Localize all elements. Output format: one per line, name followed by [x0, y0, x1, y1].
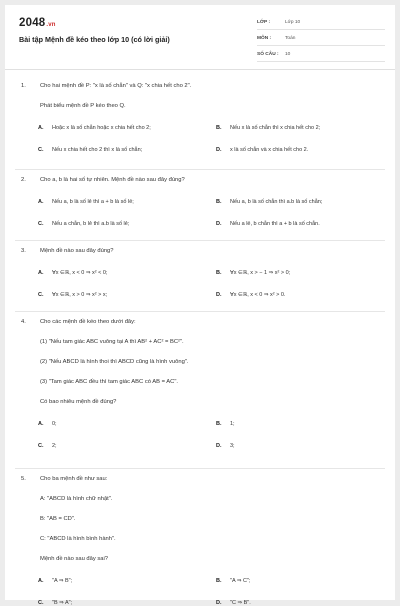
meta-label: SỐ CÂU :: [257, 52, 279, 57]
option-letter: B.: [216, 270, 222, 276]
question-line: B: "AB = CD".: [40, 516, 76, 522]
option-text: 0;: [52, 421, 57, 427]
answer-option[interactable]: [216, 421, 235, 427]
option-letter: B.: [216, 578, 222, 584]
answer-option[interactable]: [216, 270, 290, 276]
option-letter: C.: [38, 221, 44, 227]
question-divider: [15, 240, 385, 241]
meta-label: LỚP :: [257, 20, 271, 25]
option-text: Nếu a, b là số lẻ thì a + b là số lẻ;: [52, 199, 134, 205]
answer-option[interactable]: [38, 270, 107, 276]
question-number: 2.: [21, 177, 26, 183]
question-line: (2) "Nếu ABCD là hình thoi thì ABCD cũng là hình vuông".: [40, 359, 189, 365]
option-text: Nếu a chẵn, b lẻ thì a.b là số lẻ;: [52, 221, 130, 227]
meta-row-count: [257, 48, 385, 62]
question-text: Mệnh đề nào sau đây đúng?: [40, 248, 114, 254]
question-text: Cho a, b là hai số tự nhiên. Mệnh đề nào sau đây đúng?: [40, 177, 185, 183]
answer-option[interactable]: [216, 147, 308, 153]
option-letter: C.: [38, 147, 44, 153]
option-text: Nếu a lẻ, b chẵn thì a + b là số chẵn.: [230, 221, 320, 227]
option-letter: B.: [216, 421, 222, 427]
document-header: [5, 5, 395, 75]
question-number: 3.: [21, 248, 26, 254]
answer-option[interactable]: [216, 199, 322, 205]
option-letter: C.: [38, 292, 44, 298]
option-text: 1;: [230, 421, 235, 427]
question-line: (1) "Nếu tam giác ABC vuông tại A thì AB² + AC² = BC²".: [40, 339, 184, 345]
meta-value: Toán: [285, 36, 296, 41]
logo-suffix: .vn: [46, 22, 56, 28]
meta-value: Lớp 10: [285, 20, 301, 25]
answer-option[interactable]: [38, 443, 57, 449]
option-text: Nếu a, b là số chẵn thì a.b là số chẵn;: [230, 199, 323, 205]
option-letter: D.: [216, 221, 222, 227]
answer-option[interactable]: [38, 125, 151, 131]
option-text: Nếu x là số chẵn thì x chia hết cho 2;: [230, 125, 321, 131]
option-letter: D.: [216, 443, 222, 449]
option-text: "A ⇒ B";: [52, 578, 73, 584]
answer-option[interactable]: [216, 292, 285, 298]
answer-option[interactable]: [216, 600, 251, 606]
question-text: Cho các mệnh đề kéo theo dưới đây:: [40, 319, 136, 325]
answer-option[interactable]: [216, 221, 320, 227]
option-text: Nếu x chia hết cho 2 thì x là số chẵn;: [52, 147, 143, 153]
meta-table: [257, 16, 385, 64]
answer-option[interactable]: [38, 147, 142, 153]
meta-value: 10: [285, 52, 291, 57]
question-number: 1.: [21, 83, 26, 89]
option-letter: D.: [216, 147, 222, 153]
answer-option[interactable]: [38, 600, 72, 606]
meta-row-subject: [257, 32, 385, 46]
question-line: A: "ABCD là hình chữ nhật".: [40, 496, 113, 502]
answer-option[interactable]: [38, 578, 72, 584]
answer-option[interactable]: [38, 221, 129, 227]
document-page: [5, 5, 395, 606]
question-divider: [15, 468, 385, 469]
option-letter: A.: [38, 578, 44, 584]
option-text: ∀x ∈ℝ, x < 0 ⇒ x² < 0;: [52, 270, 108, 276]
question-text: Cho hai mệnh đề P: "x là số chẵn" và Q: "x chia hết cho 2".: [40, 83, 192, 89]
question-number: 4.: [21, 319, 26, 325]
option-text: "B ⇒ A";: [52, 600, 73, 606]
option-letter: A.: [38, 199, 44, 205]
option-letter: C.: [38, 443, 44, 449]
answer-option[interactable]: [216, 125, 320, 131]
option-text: ∀x ∈ℝ, x > − 1 ⇒ x² > 0;: [230, 270, 291, 276]
answer-option[interactable]: [38, 292, 107, 298]
option-letter: D.: [216, 292, 222, 298]
answer-option[interactable]: [216, 578, 250, 584]
option-letter: B.: [216, 125, 222, 131]
question-line: Có bao nhiêu mệnh đề đúng?: [40, 399, 117, 405]
option-text: 3;: [230, 443, 235, 449]
header-divider: [5, 69, 395, 70]
option-text: 2;: [52, 443, 57, 449]
answer-option[interactable]: [38, 199, 134, 205]
logo-brand: 2048: [19, 17, 46, 29]
question-divider: [15, 311, 385, 312]
question-line: Phát biểu mệnh đề P kéo theo Q.: [40, 103, 126, 109]
option-text: Hoặc x là số chẵn hoặc x chia hết cho 2;: [52, 125, 151, 131]
question-line: Mệnh đề nào sau đây sai?: [40, 556, 109, 562]
answer-option[interactable]: [216, 443, 235, 449]
option-letter: A.: [38, 125, 44, 131]
option-letter: D.: [216, 600, 222, 606]
question-divider: [15, 169, 385, 170]
meta-row-grade: [257, 16, 385, 30]
option-text: "C ⇒ B".: [230, 600, 251, 606]
option-text: ∀x ∈ℝ, x > 0 ⇒ x² > x;: [52, 292, 108, 298]
option-text: x là số chẵn và x chia hết cho 2.: [230, 147, 309, 153]
page-title: Bài tập Mệnh đề kéo theo lớp 10 (có lời giải): [19, 35, 170, 44]
option-letter: A.: [38, 270, 44, 276]
answer-option[interactable]: [38, 421, 57, 427]
question-line: (3) "Tam giác ABC đều thì tam giác ABC có AB = AC".: [40, 379, 178, 385]
question-text: Cho ba mệnh đề như sau:: [40, 476, 108, 482]
option-text: "A ⇒ C";: [230, 578, 251, 584]
option-text: ∀x ∈ℝ, x < 0 ⇒ x² > 0.: [230, 292, 286, 298]
question-number: 5.: [21, 476, 26, 482]
option-letter: B.: [216, 199, 222, 205]
question-line: C: "ABCD là hình bình hành".: [40, 536, 116, 542]
option-letter: C.: [38, 600, 44, 606]
meta-label: MÔN :: [257, 36, 272, 41]
site-logo[interactable]: [19, 17, 56, 29]
option-letter: A.: [38, 421, 44, 427]
